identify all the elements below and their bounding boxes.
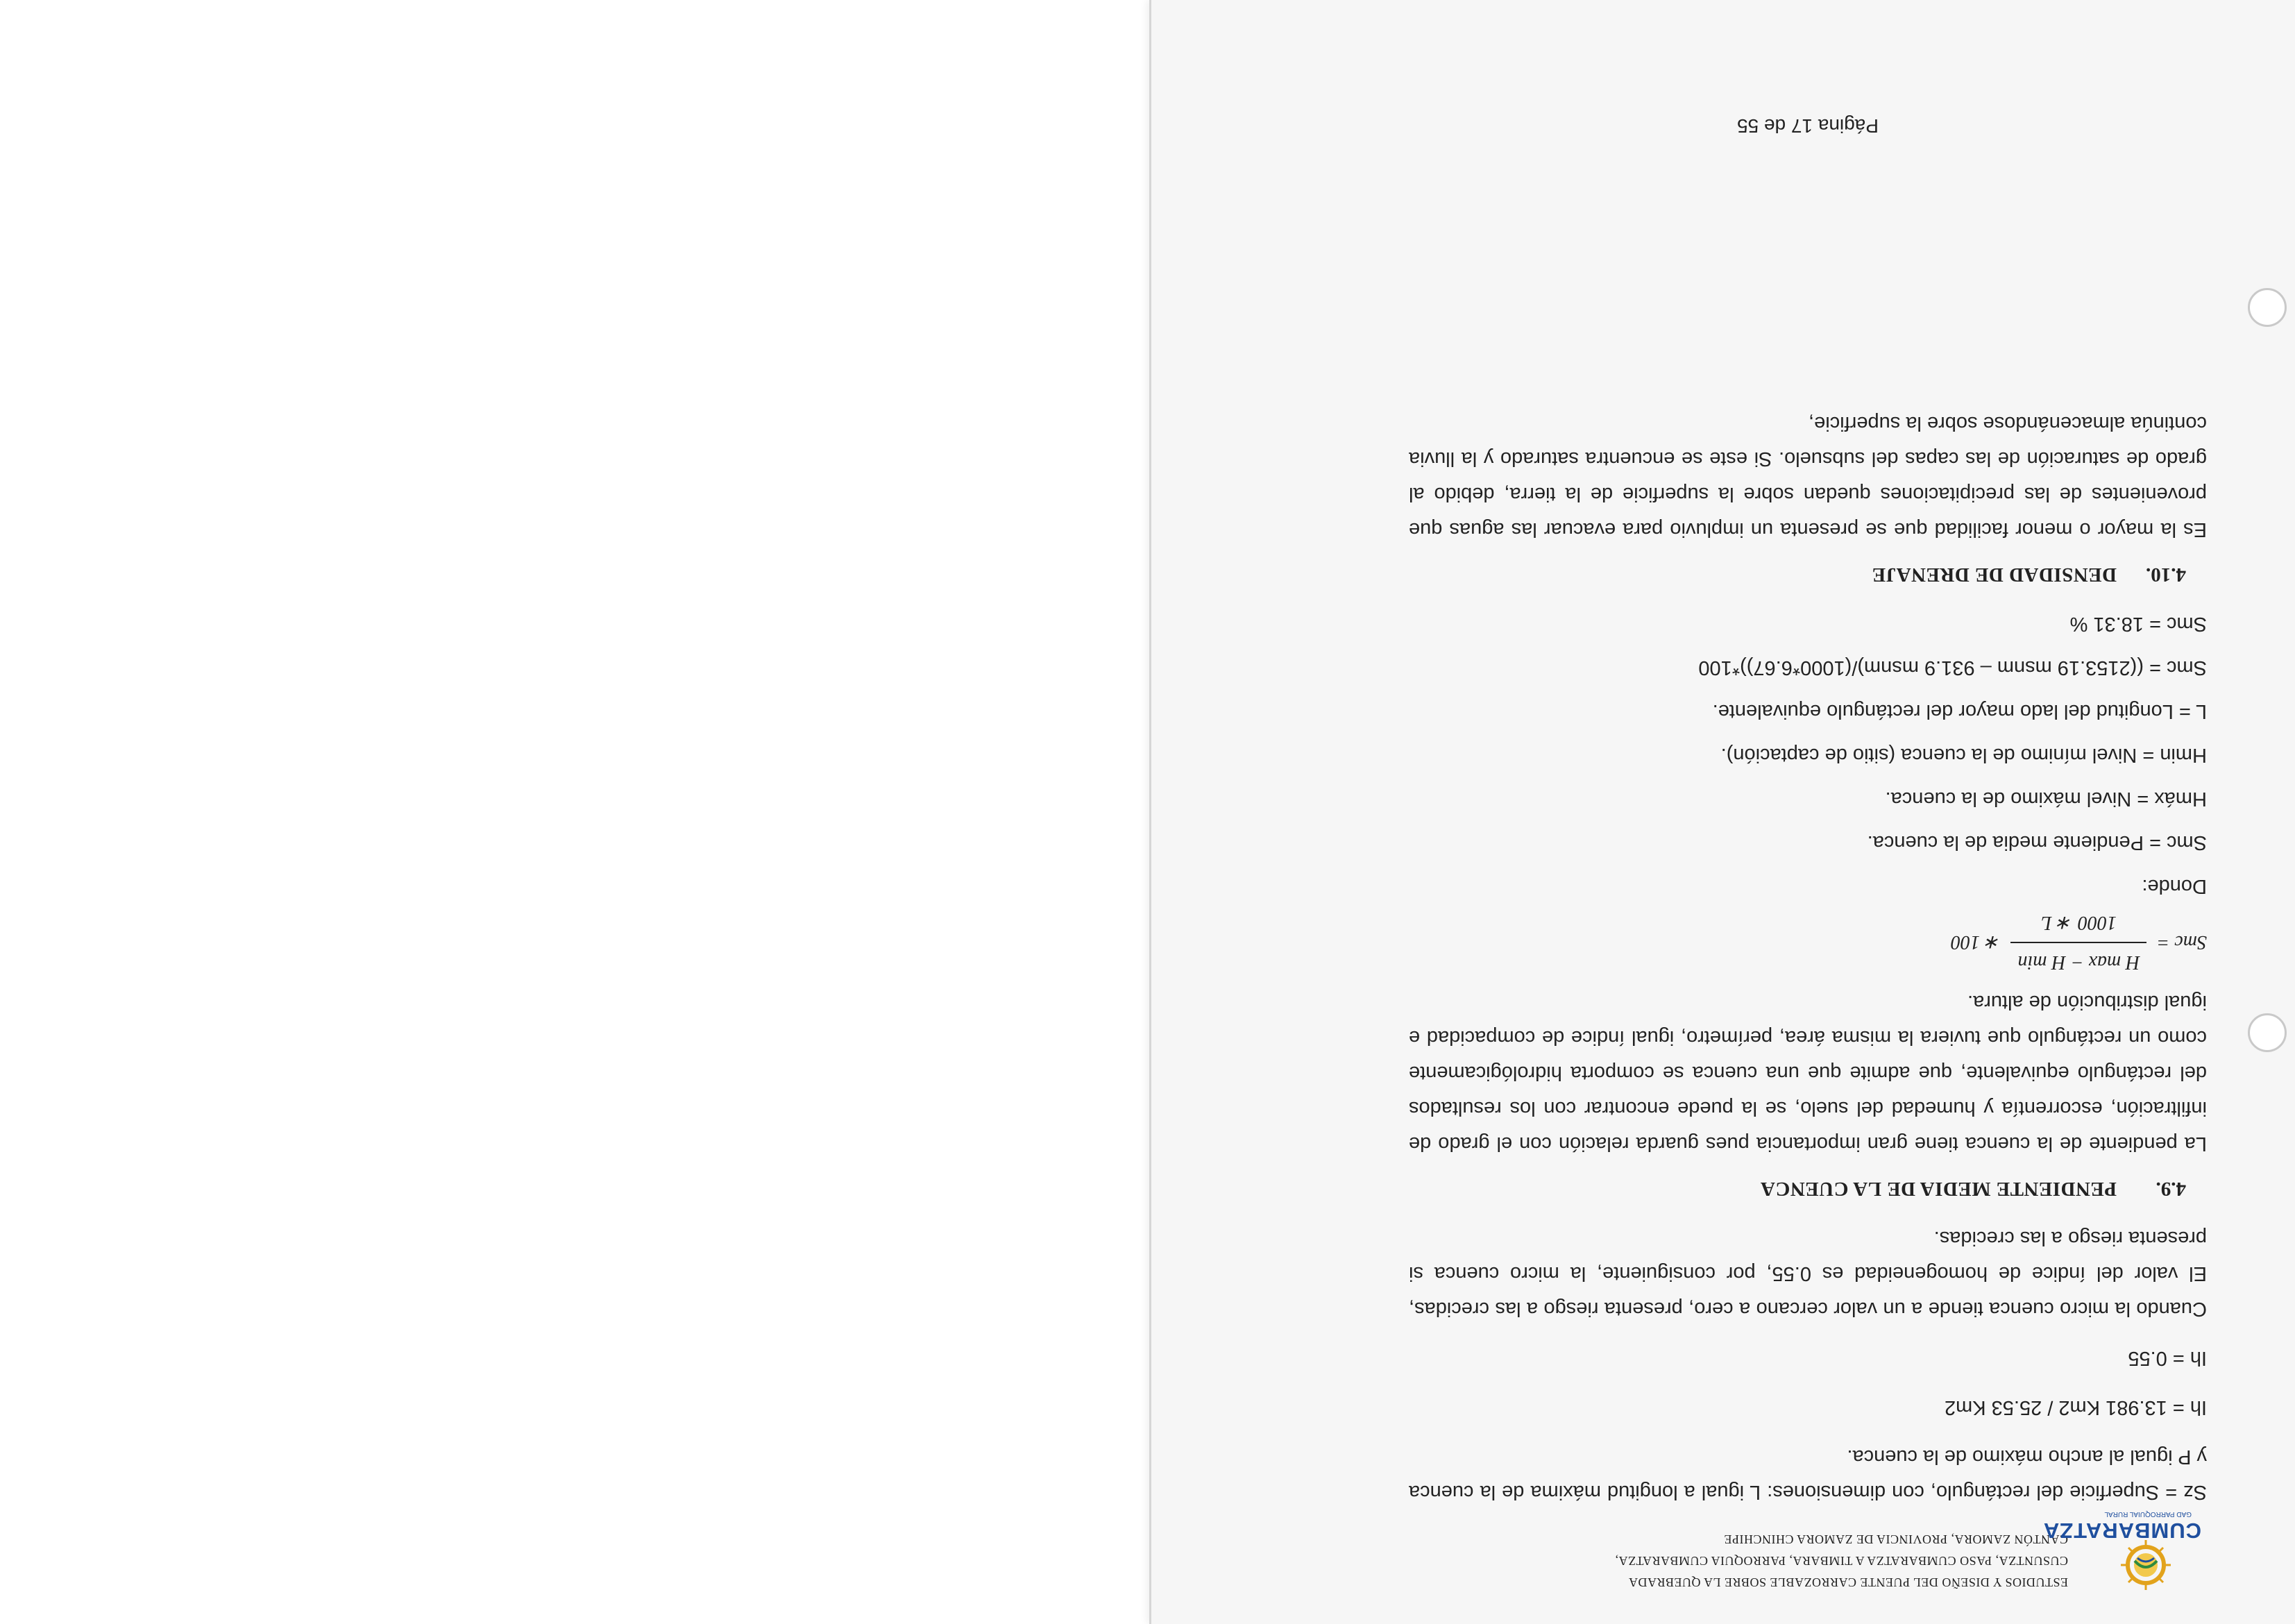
logo-wordmark: CUMBARATZA: [2042, 1519, 2201, 1543]
ih-paragraph: Cuando la micro cuenca tiende a un valor cercano a cero, presenta riesgo a las crecidas, El valor del índice de homogeneidad es 0.55, por consiguiente, la micro cuenca si presenta riesgo a las crecidas.: [1409, 1227, 2207, 1320]
section-number: 4.9.: [2156, 1178, 2186, 1200]
formula-lhs: Smc =: [2156, 931, 2207, 954]
smc-result: Smc = 18.31 %: [2069, 613, 2207, 635]
section-heading-4-10: [1409, 557, 2207, 592]
definition-hmin: Hmin = Nivel mínimo de la cuenca (sitio de captación).: [1720, 744, 2207, 766]
slope-paragraph: La pendiente de la cuenca tiene gran importancia pues guarda relación con el grado de infiltración, escorrentía y humedad del suelo, se la puede encontrar con los resultados del rectángulo equivalente, que admite que una cuenca se comporta hidrológicamente como un rectángulo que tuviera la misma área, perímetro, igual índice de compacidad e igual distribución de altura.: [1409, 991, 2207, 1155]
formula-numerator: H max − H min: [2010, 942, 2146, 980]
cumbaratza-logo: [2042, 1496, 2207, 1593]
ih-result: Ih = 0.55: [2128, 1347, 2207, 1369]
logo-subtext: GAD PARROQUIAL RURAL: [2104, 1510, 2192, 1518]
section-number: 4.10.: [2146, 564, 2186, 586]
smc-calculation: Smc = ((2153.19 msnm – 931.9 msnm)/(1000*6.67))*100: [1698, 657, 2207, 679]
ih-calculation: Ih = 13.981 Km2 / 25.53 Km2: [1944, 1396, 2207, 1419]
slope-formula: [1409, 911, 2207, 974]
section-heading-4-9: [1409, 1171, 2207, 1206]
sz-definition: Sz = Superficie del rectángulo, con dimensiones: L igual a longitud máxima de la cuenca y P igual al ancho máximo de la cuenca.: [1409, 1446, 2207, 1503]
section-title: PENDIENTE MEDIA DE LA CUENCA: [1760, 1178, 2117, 1200]
donde-label: Donde:: [2142, 875, 2207, 897]
header-title: [1409, 1528, 2068, 1593]
definition-l: L = Longitud del lado mayor del rectángulo equivalente.: [1712, 700, 2207, 722]
header-line-1: ESTUDIOS Y DISEÑO DEL PUENTE CARROZABLE SOBRE LA QUEBRADA: [1628, 1575, 2068, 1589]
definition-hmax: Hmáx = Nivel máximo de la cuenca.: [1885, 788, 2207, 810]
definition-smc: Smc = Pendiente media de la cuenca.: [1867, 831, 2207, 854]
page-number: Página 17 de 55: [1737, 115, 1879, 137]
header-line-3: CANTÓN ZAMORA, PROVINCIA DE ZAMORA CHINCHIPE: [1723, 1532, 2068, 1546]
header-line-2: CUSUNTZA, PASO CUMBARATZA A TIMBARA, PARROQUIA CUMBARATZA,: [1615, 1554, 2068, 1568]
sun-logo-icon: [2104, 1537, 2187, 1593]
formula-rhs: ∗ 100: [1951, 931, 2001, 954]
page-content-rotated: [1151, 0, 2295, 1624]
drainage-paragraph: Es la mayor o menor facilidad que se presenta un impluvio para evacuar las aguas que provenientes de las precipitaciones quedan sobre la superficie de la tierra, debido al grado de saturación de las capas del subsuelo. Si este se encuentra saturado y la lluvia continúa almacenándose sobre la superficie,: [1409, 412, 2207, 541]
scanned-page: [1149, 0, 2295, 1624]
page-body: [1409, 405, 2207, 1509]
formula-fraction: [2010, 905, 2146, 980]
formula-denominator: 1000 ∗ L: [2040, 912, 2117, 933]
document-header: [1409, 1496, 2207, 1593]
section-title: DENSIDAD DE DRENAJE: [1872, 564, 2117, 586]
